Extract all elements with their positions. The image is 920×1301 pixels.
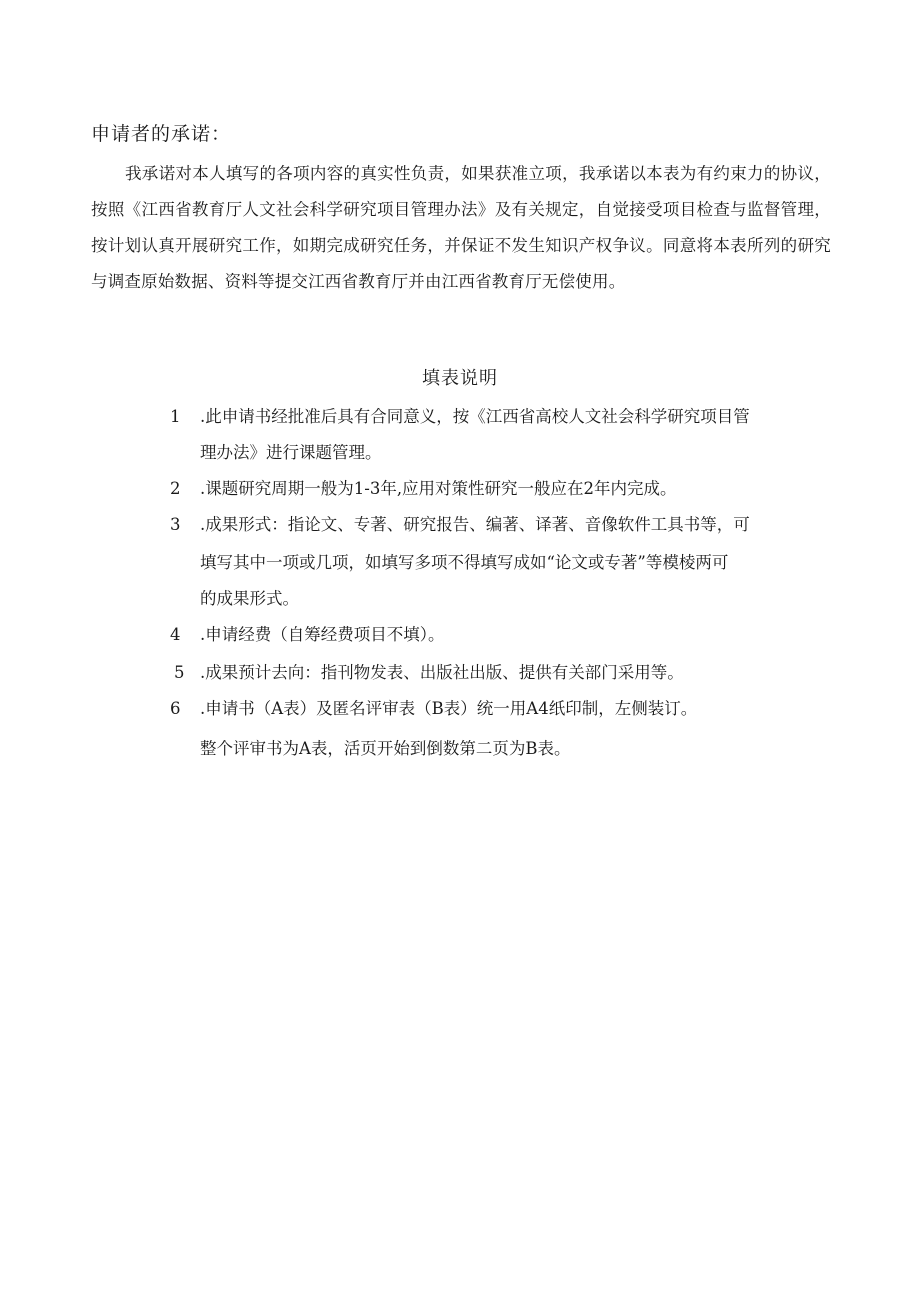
instruction-number: 6 [170, 699, 181, 718]
instruction-continuation: 的成果形式。 [200, 589, 299, 608]
instruction-text: .申请经费（自筹经费项目不填）。 [200, 625, 445, 644]
pledge-body: 我承诺对本人填写的各项内容的真实性负责，如果获准立项，我承诺以本表为有约束力的协议，按照《江西省教育厅人文社会科学研究项目管理办法》及有关规定，自觉接受项目检查与监督管理，按计划认真开展研究工作，如期完成研究任务，并保证不发生知识产权争议。同意将本表所列的研究与调查原始数据、资料等提交江西省教育厅并由江西省教育厅无偿使用。 [91, 164, 831, 291]
instruction-number: 4 [170, 625, 181, 644]
instructions-title: 填表说明 [422, 368, 498, 389]
pledge-heading: 申请者的承诺： [91, 123, 232, 145]
instruction-number: 2 [170, 479, 181, 498]
instruction-number: 1 [170, 407, 181, 426]
instruction-item-1 [170, 399, 750, 435]
instruction-item-3 [170, 507, 750, 543]
instruction-text: .申请书（A表）及匿名评审表（B表）统一用A4纸印制，左侧装订。 [200, 699, 698, 718]
instruction-continuation: 整个评审书为A表，活页开始到倒数第二页为B表。 [200, 739, 571, 758]
instruction-number: 3 [170, 515, 181, 534]
instruction-item-2 [170, 471, 677, 507]
instruction-text: .成果形式：指论文、专著、研究报告、编著、译著、音像软件工具书等，可 [200, 515, 750, 534]
instruction-continuation: 理办法》进行课题管理。 [200, 443, 382, 462]
instruction-item-5 [174, 655, 684, 691]
instruction-item-4 [170, 617, 445, 653]
instruction-continuation: 填写其中一项或几项，如填写多项不得填写成如“论文或专著”等模棱两可 [200, 553, 729, 572]
instruction-item-6 [170, 691, 697, 727]
instruction-number: 5 [174, 663, 185, 682]
instruction-text: .成果预计去向：指刊物发表、出版社出版、提供有关部门采用等。 [200, 663, 684, 682]
instruction-text: .课题研究周期一般为1-3年,应用对策性研究一般应在2年内完成。 [200, 479, 677, 498]
instruction-text: .此申请书经批准后具有合同意义，按《江西省高校人文社会科学研究项目管 [200, 407, 750, 426]
